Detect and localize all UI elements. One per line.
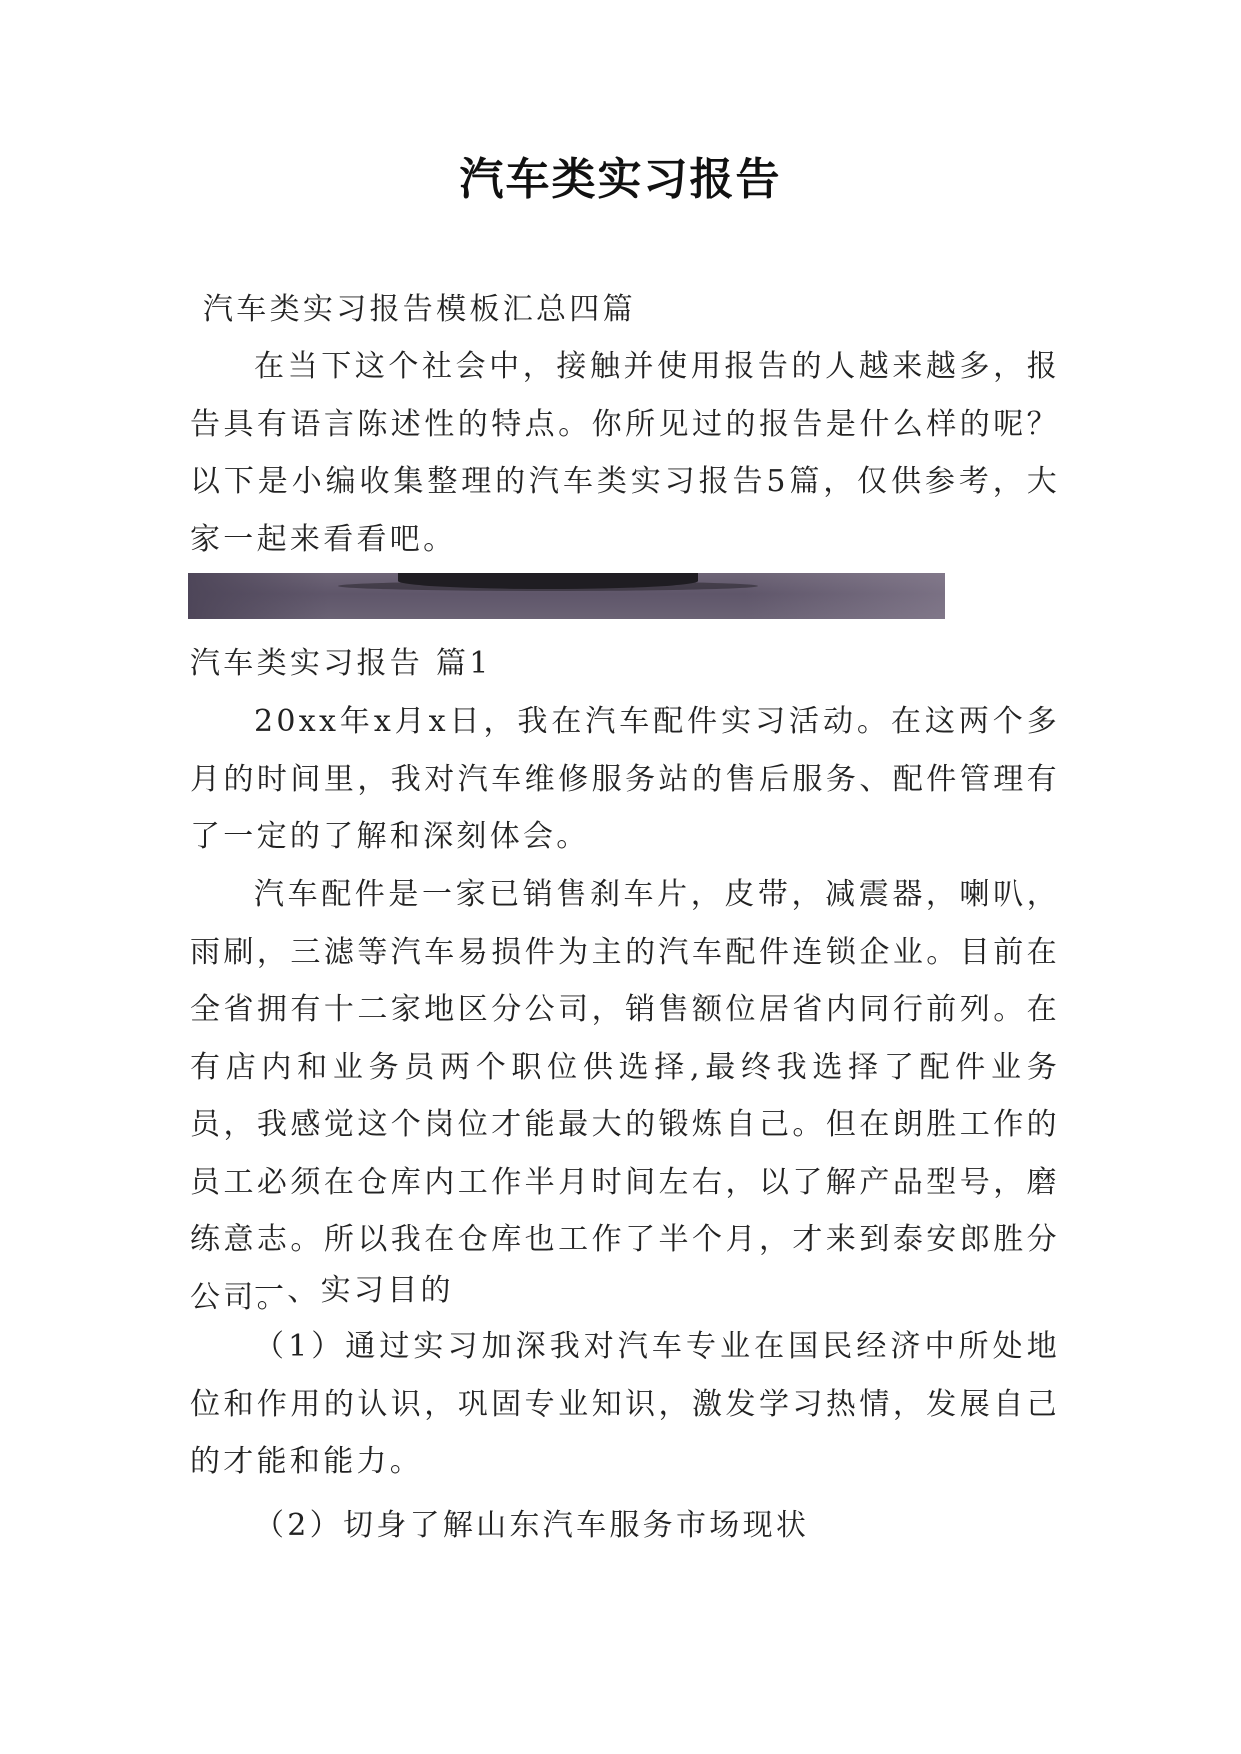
document-title: 汽车类实习报告 [459, 154, 782, 205]
document-subtitle: 汽车类实习报告模板汇总四篇 [203, 292, 636, 327]
paragraph-2: 汽车配件是一家已销售刹车片，皮带，减震器，喇叭，雨刷，三滤等汽车易损件为主的汽车配件连锁企业。目前在全省拥有十二家地区分公司，销售额位居省内同行前列。在有店内和业务员两个职位供选择,最终我选择了配件业务员，我感觉这个岗位才能最大的锻炼自己。但在朗胜工作的员工必须在仓库内工作半月时间左右，以了解产品型号，磨练意志。所以我在仓库也工作了半个月，才来到泰安郎胜分公司。 [190, 877, 1060, 1315]
purpose-heading: 一、实习目的 [254, 1273, 454, 1308]
cropped-car-image [188, 573, 945, 619]
purpose-item-1: （1）通过实习加深我对汽车专业在国民经济中所处地位和作用的认识，巩固专业知识，激发学习热情，发展自己的才能和能力。 [190, 1329, 1060, 1479]
purpose-item-2: （2）切身了解山东汽车服务市场现状 [254, 1508, 810, 1543]
intro-paragraph: 在当下这个社会中，接触并使用报告的人越来越多，报告具有语言陈述性的特点。你所见过的报告是什么样的呢？以下是小编收集整理的汽车类实习报告5篇，仅供参考，大家一起来看看吧。 [190, 349, 1060, 557]
paragraph-1: 20xx年x月x日，我在汽车配件实习活动。在这两个多月的时间里，我对汽车维修服务站的售后服务、配件管理有了一定的了解和深刻体会。 [190, 704, 1060, 854]
section-heading: 汽车类实习报告 篇1 [190, 646, 492, 681]
